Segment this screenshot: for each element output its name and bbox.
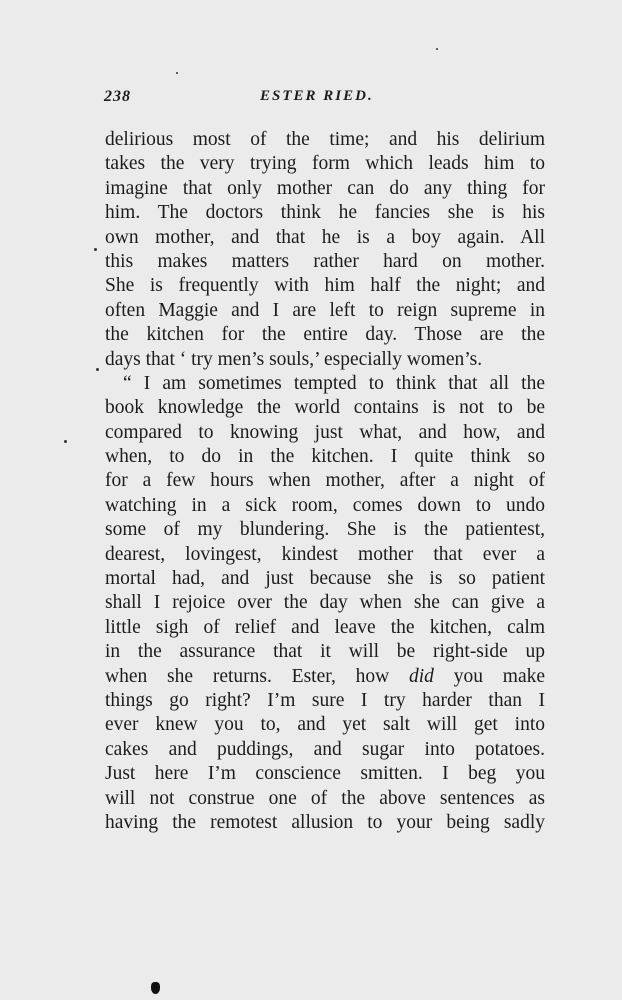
text-line: mortal had, and just because she is so patient [105,568,545,590]
text-segment: when she returns. Ester, how [105,665,409,687]
text-line: ever knew you to, and yet salt will get into [105,714,545,736]
text-line: this makes matters rather hard on mother. [105,250,545,272]
text-line: Just here I’m conscience smitten. I beg you [105,763,545,785]
running-head: ESTER RIED. [260,88,374,104]
paper-speck [176,72,178,74]
text-line: often Maggie and I are left to reign supreme in [105,299,545,321]
text-line: for a few hours when mother, after a night of [105,470,545,492]
text-line: book knowledge the world contains is not to be [105,397,545,419]
text-line: She is frequently with him half the night; and [105,275,545,297]
text-line: compared to knowing just what, and how, and [105,421,545,443]
emphasis-word: did [409,665,434,687]
text-line: will not construe one of the above sentences as [105,787,545,809]
text-line: when, to do in the kitchen. I quite think so [105,446,545,468]
text-line: cakes and puddings, and sugar into potatoes. [105,738,545,760]
body-text [105,128,545,835]
text-line: in the assurance that it will be right-side up [105,641,545,663]
text-line: shall I rejoice over the day when she can give a [105,592,545,614]
text-line: watching in a sick room, comes down to undo [105,494,545,516]
text-line: him. The doctors think he fancies she is his [105,202,545,224]
text-segment: you make [433,665,545,687]
text-line: own mother, and that he is a boy again. All [105,226,545,248]
text-line: dearest, lovingest, kindest mother that ever a [105,543,545,565]
paper-speck [436,48,438,50]
text-line: having the remotest allusion to your being sadly [105,811,545,833]
paper-speck [96,368,99,371]
text-line: little sigh of relief and leave the kitchen, calm [105,616,545,638]
text-line: takes the very trying form which leads him to [105,153,545,175]
paper-speck [64,440,67,443]
page-number: 238 [104,88,131,105]
text-line: days that ‘ try men’s souls,’ especially women’s. [105,348,483,370]
text-line: things go right? I’m sure I try harder than I [105,689,545,711]
text-line: the kitchen for the entire day. Those are the [105,324,545,346]
paper-speck [94,248,97,251]
text-line-with-emphasis [105,665,545,689]
ink-mark [151,982,160,994]
text-line: delirious most of the time; and his delirium [105,129,545,150]
text-line: “ I am sometimes tempted to think that all the [123,372,545,394]
text-line: some of my blundering. She is the patientest, [105,519,545,541]
text-line: imagine that only mother can do any thing for [105,177,545,199]
page-header [104,88,544,114]
